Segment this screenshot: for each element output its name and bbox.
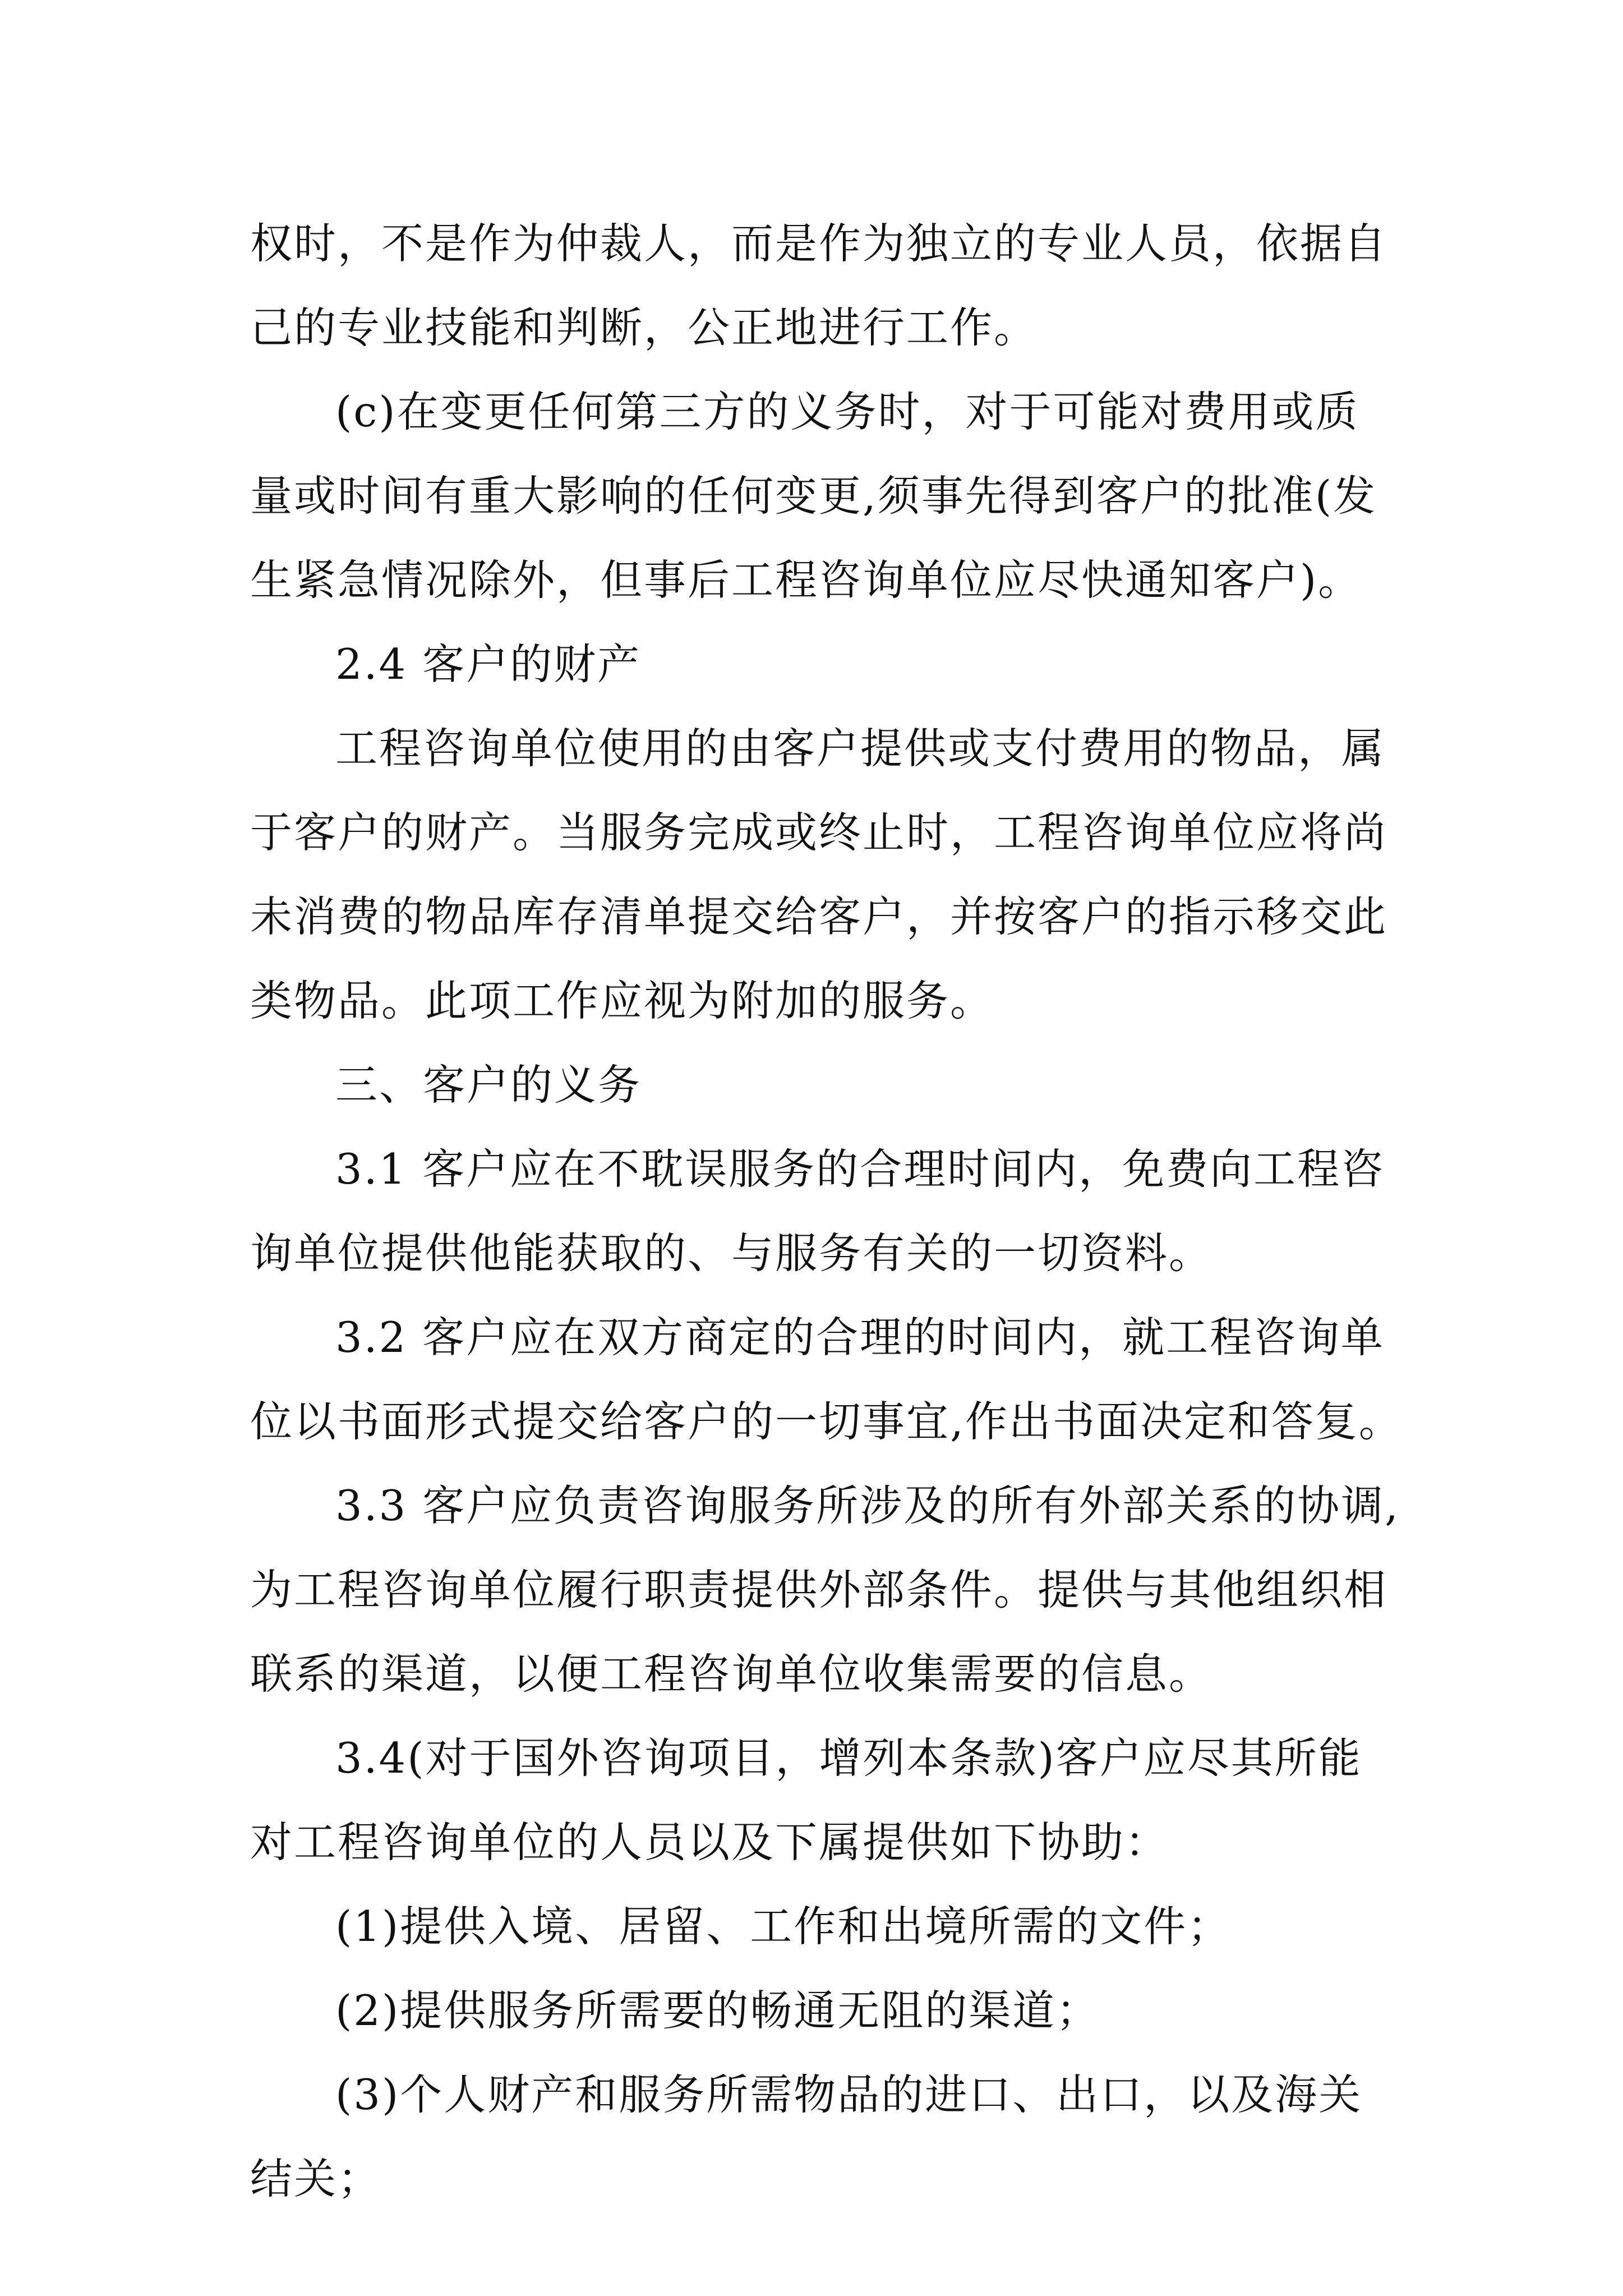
text-line: 于客户的财产。当服务完成或终止时，工程咨询单位应将尚 — [250, 808, 1388, 857]
text-line: 结关； — [250, 2154, 382, 2203]
section-heading: 三、客户的义务 — [335, 1060, 642, 1110]
text-line: 询单位提供他能获取的、与服务有关的一切资料。 — [250, 1228, 1213, 1278]
text-line: 类物品。此项工作应视为附加的服务。 — [250, 976, 994, 1025]
text-line: 3.3 客户应负责咨询服务所涉及的所有外部关系的协调, — [335, 1481, 1400, 1530]
text-line: 工程咨询单位使用的由客户提供或支付费用的物品，属 — [335, 724, 1386, 773]
section-heading: 2.4 客户的财产 — [335, 639, 642, 689]
text-line: (2)提供服务所需要的畅通无阻的渠道； — [335, 1986, 1100, 2035]
text-line: 对工程咨询单位的人员以及下属提供如下协助： — [250, 1818, 1169, 1867]
text-line: (1)提供入境、居留、工作和出境所需的文件； — [335, 1902, 1232, 1951]
text-line: 己的专业技能和判断，公正地进行工作。 — [250, 303, 1038, 352]
text-line: 3.1 客户应在不耽误服务的合理时间内，免费向工程咨 — [335, 1144, 1385, 1194]
text-line: 联系的渠道，以便工程咨询单位收集需要的信息。 — [250, 1649, 1213, 1699]
text-line: 生紧急情况除外，但事后工程咨询单位应尽快通知客户)。 — [250, 555, 1362, 605]
text-line: 3.4(对于国外咨询项目，增列本条款)客户应尽其所能 — [335, 1733, 1362, 1783]
text-line: 位以书面形式提交给客户的一切事宜,作出书面决定和答复。 — [250, 1397, 1403, 1446]
text-line: 未消费的物品库存清单提交给客户，并按客户的指示移交此 — [250, 892, 1388, 941]
text-line: 量或时间有重大影响的任何变更,须事先得到客户的批准(发 — [250, 471, 1377, 521]
text-line: (3)个人财产和服务所需物品的进口、出口，以及海关 — [335, 2070, 1363, 2119]
text-line: 权时，不是作为仲裁人，而是作为独立的专业人员，依据自 — [250, 219, 1388, 268]
text-line: 为工程咨询单位履行职责提供外部条件。提供与其他组织相 — [250, 1565, 1388, 1614]
text-line: 3.2 客户应在双方商定的合理的时间内，就工程咨询单 — [335, 1313, 1385, 1362]
text-line: (c)在变更任何第三方的义务时，对于可能对费用或质 — [335, 387, 1359, 436]
